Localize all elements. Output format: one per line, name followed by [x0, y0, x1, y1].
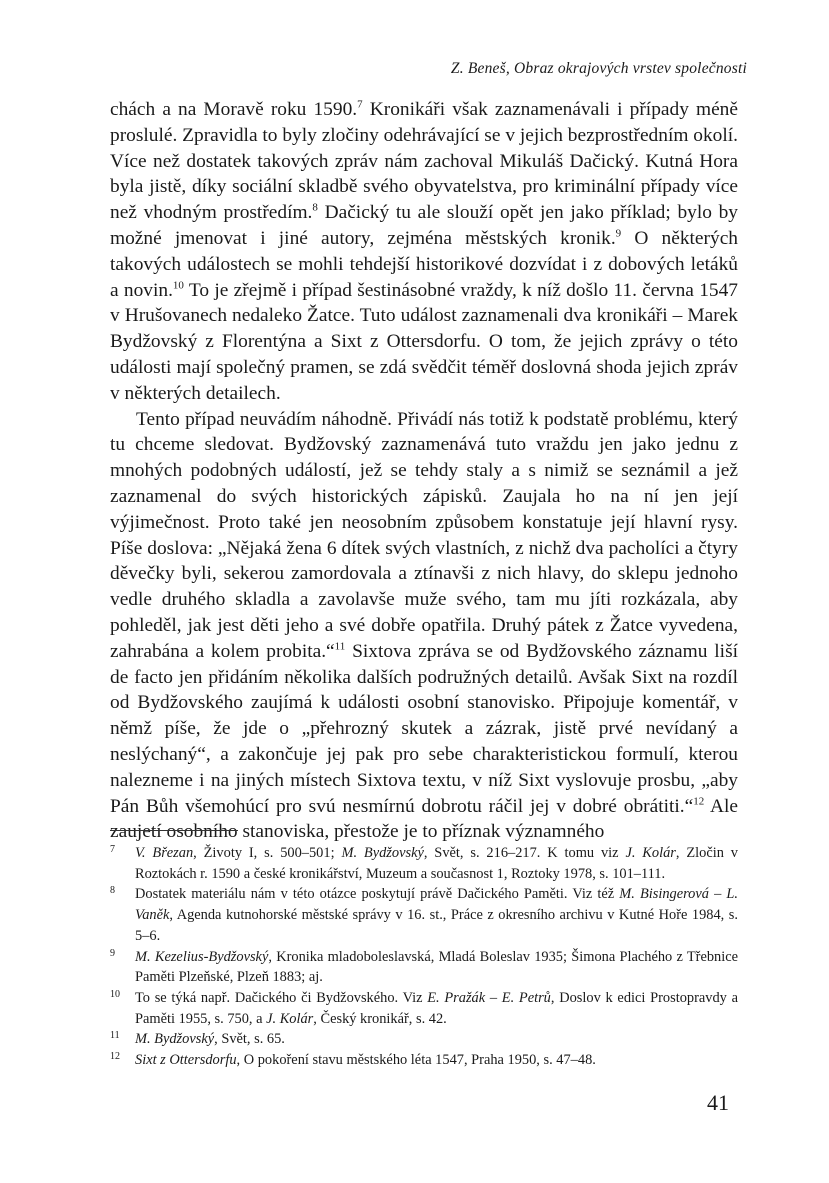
footnote-ref: 11	[334, 640, 346, 653]
footnote-number: 10	[110, 988, 120, 1000]
footnote-text: To se týká např. Dačického či Bydžovského. Viz	[135, 989, 428, 1006]
footnote	[110, 1029, 738, 1050]
footnote-separator	[110, 830, 238, 831]
footnote-author: J. Kolár	[266, 1010, 314, 1027]
footnote-text: , Zločin v Roztokách r. 1590 a české kronikářství, Muzeum a současnost 1, Roztoky 1978, s. 101–111.	[135, 845, 738, 882]
footnote-author: M. Bisingerová – L. Vaněk	[135, 886, 738, 924]
footnote-ref: 7	[357, 98, 363, 111]
footnote-author: J. Kolár	[625, 845, 676, 861]
footnote-author: Sixt z Ottersdorfu	[135, 1052, 237, 1069]
footnote-number: 11	[110, 1030, 120, 1042]
text-span: Sixtova zpráva se od Bydžovského záznamu liší de facto jen přidáním několika dalších podružných detailů. Avšak Sixt na rozdíl od Bydžovského zaujímá k události osobní stanovisko. Připojuje komentář, v němž píše, že jde o „přehrozný skutek a zázrak, jistě prvé nevídaný a neslýchaný“, a zakončuje jej pak pro sebe charakteristickou formulí, kterou nalezneme i na jiných místech Sixtova textu, v níž Sixt vyslovuje prosbu, „aby Pán Bůh všemohúcí pro svú nesmírnú dobrotu ráčil jej v dobré obrátiti.“	[110, 640, 738, 817]
footnote-ref: 9	[615, 227, 622, 240]
running-head: Z. Beneš, Obraz okrajových vrstev společnosti	[450, 60, 747, 77]
text-span: Ale zaujetí osobního stanoviska, přestože je to příznak významného	[110, 795, 738, 843]
footnote-number: 8	[110, 885, 115, 897]
footnote-number: 9	[110, 947, 115, 959]
footnote-text: , Svět, s. 65.	[214, 1031, 285, 1048]
footnote-author: V. Březan	[135, 845, 194, 861]
footnote-text: , Agenda kutnohorské městské správy v 16. st., Práce z okresního archivu v Kutné Hoře 1984, s. 5–6.	[135, 907, 738, 944]
footnotes	[110, 843, 738, 1071]
footnote-ref: 8	[312, 201, 318, 214]
page-number: 41	[707, 1090, 729, 1115]
footnote-text: , Svět, s. 216–217. K tomu viz	[423, 845, 626, 861]
footnote	[110, 843, 738, 884]
text-span: To je zřejmě i případ šestinásobné vraždy, k níž došlo 11. června 1547 v Hrušovanech nedaleko Žatce. Tuto událost zaznamenali dva kronikáři – Marek Bydžovský z Florentýna a Sixt z Ottersdorfu. O tom, že jejich zprávy o této události mají společný pramen, se zdá svědčit téměř doslovná shoda jejich zpráv v některých detailech.	[110, 279, 738, 404]
footnote-text: , Doslov k edici Prostopravdy a Paměti 1955, s. 750, a	[135, 989, 738, 1027]
footnote	[110, 988, 738, 1029]
footnote-text: , O pokoření stavu městského léta 1547, Praha 1950, s. 47–48.	[236, 1052, 596, 1069]
text-span: Kronikáři však zaznamenávali i případy méně proslulé. Zpravidla to byly zločiny odehrávající se v jejich bezprostředním okolí. Více než dostatek takových zpráv nám zachoval Mikuláš Dačický. Kutná Hora byla jistě, díky sociální skladbě svého obyvatelstva, pro kriminální případy více než vhodným prostředím.	[110, 99, 738, 224]
body-text	[110, 97, 738, 845]
footnote-author: M. Bydžovský	[341, 845, 424, 861]
paragraph-2	[110, 407, 738, 846]
footnote-number: 7	[110, 844, 115, 855]
text-span: O některých takových událostech se mohli tehdejší historikové dozvídat i z dobových letáků a novin.	[110, 227, 738, 301]
footnote	[110, 884, 738, 946]
paragraph-1	[110, 97, 738, 407]
footnote-author: M. Bydžovský	[135, 1031, 215, 1048]
text-span: Tento případ neuvádím náhodně. Přivádí nás totiž k podstatě problému, který tu chceme sledovat. Bydžovský zaznamenává tuto vraždu jen jako jednu z mnohých podobných událostí, jež se tehdy staly a s nimiž se seznámil a jež zaznamenal do svých historických zápisků. Zaujala ho na ní jen její výjimečnost. Proto také jen neosobním způsobem konstatuje její hlavní rysy. Píše doslova: „Nějaká žena 6 dítek svých vlastních, z nichž dva pacholíci a čtyry děvečky byli, sekerou zamordovala a ztínavši z nich hlavy, do sklepu jednoho vedle druhého skladla a zavolavše muže svého, tam mu jíti rozkázala, aby pohleděl, jak jest děti jeho a své dobře opatřila. Druhý pátek z Žatce vyvedena, zahrabána a kolem probita.“	[110, 408, 738, 662]
footnote-text: , Český kronikář, s. 42.	[313, 1010, 447, 1027]
footnote-text: Dostatek materiálu nám v této otázce poskytují právě Dačického Paměti. Viz též	[135, 886, 620, 903]
footnote-text: , Kronika mladoboleslavská, Mladá Boleslav 1935; Šimona Plachého z Třebnice Paměti Plzeňské, Plzeň 1883; aj.	[135, 948, 739, 986]
footnote-number: 12	[110, 1051, 120, 1063]
footnote	[110, 947, 738, 988]
footnote-author: E. Pražák – E. Petrů	[427, 989, 551, 1006]
footnote-author: M. Kezelius-Bydžovský	[135, 948, 269, 965]
footnote-ref: 10	[172, 279, 184, 292]
text-span: chách a na Moravě roku 1590.	[110, 99, 358, 120]
footnote	[110, 1050, 738, 1071]
text-span: Dačický tu ale slouží opět jen jako příklad; bylo by možné jmenovat i jiné autory, zejména městských kronik.	[110, 202, 739, 249]
footnote-ref: 12	[693, 795, 705, 808]
footnote-text: , Životy I, s. 500–501;	[193, 845, 342, 861]
